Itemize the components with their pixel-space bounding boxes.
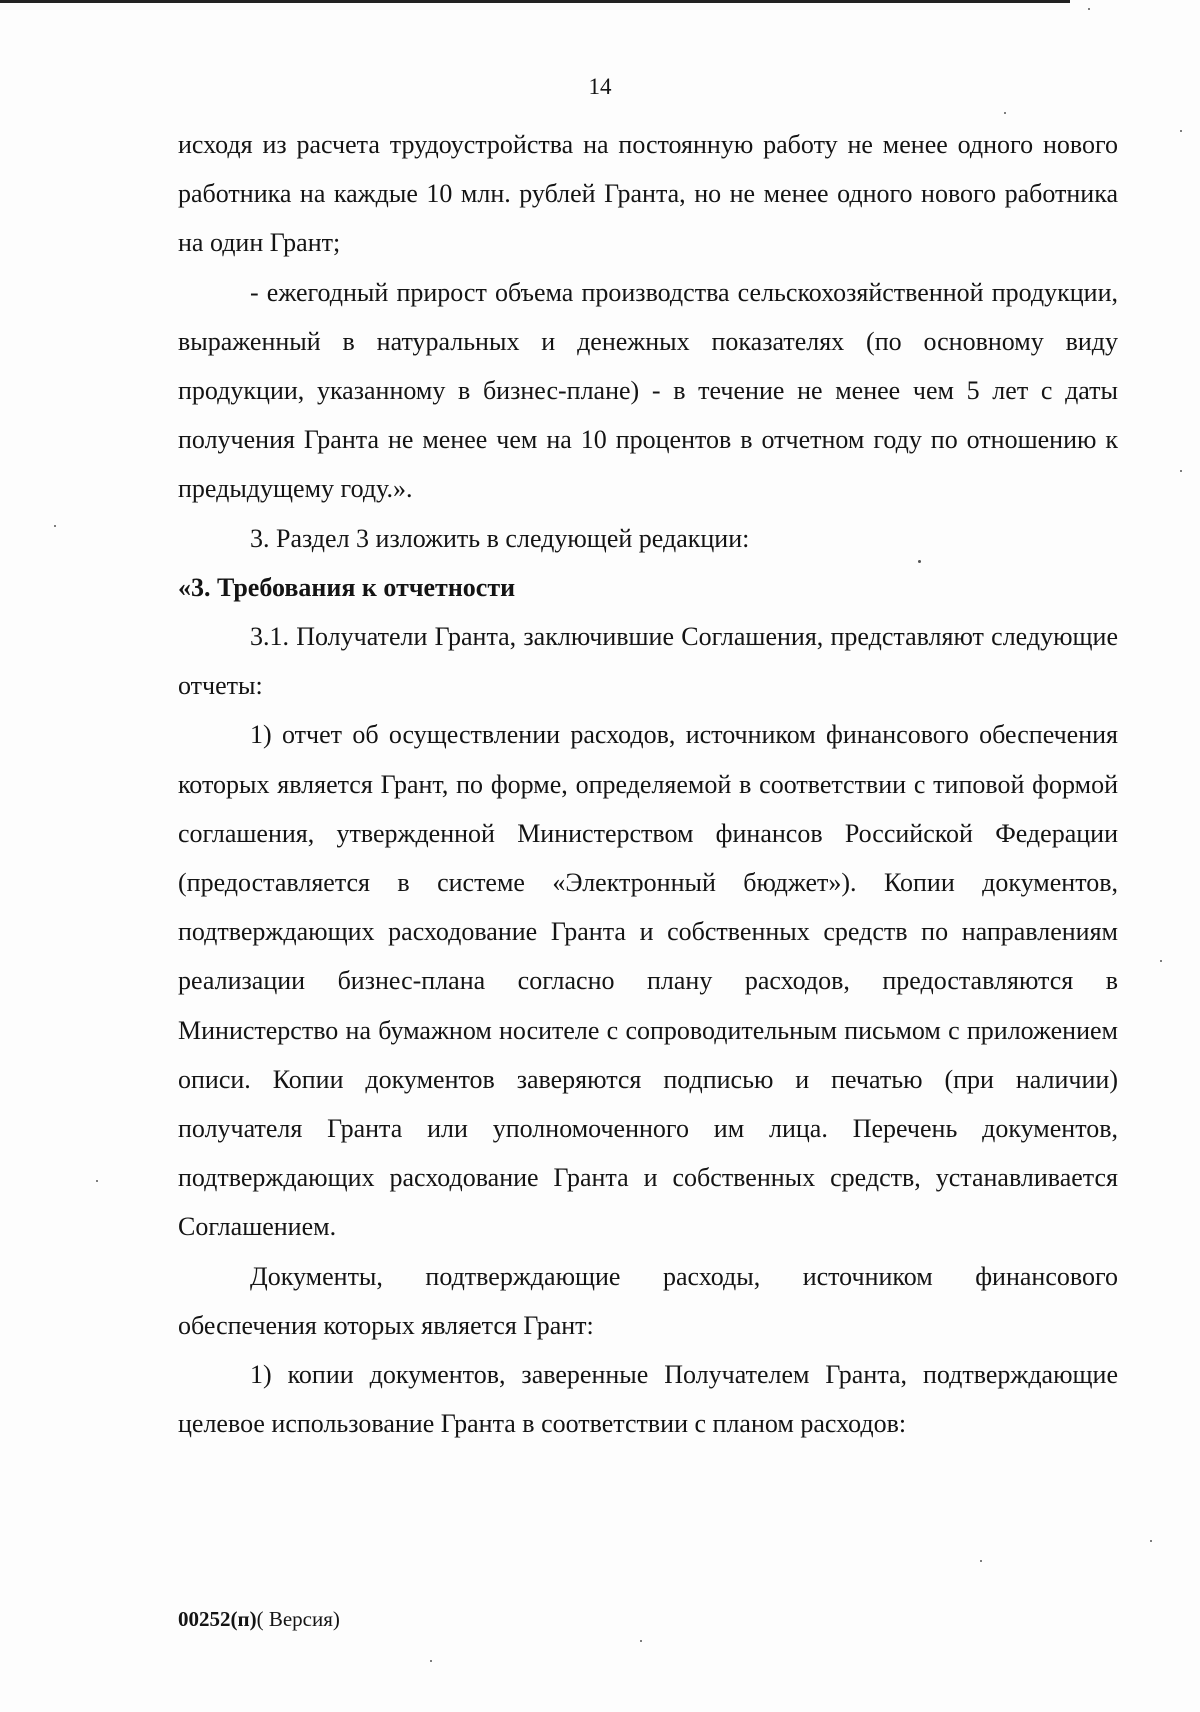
scan-speck [1180, 470, 1182, 472]
scan-top-edge [0, 0, 1070, 3]
scan-speck [54, 525, 56, 527]
scan-speck [430, 1660, 432, 1662]
paragraph-growth-requirement: - ежегодный прирост объема производства сельскохозяйственной продукции, выраженный в натуральных и денежных показателях (по основному виду продукции, указанному в бизнес-плане) - в течение не менее чем 5 лет с даты получения Гранта не менее чем на 10 процентов в отчетном году по отношению к предыдущему году.». [178, 277, 1118, 504]
scan-speck [1160, 960, 1162, 962]
scan-speck [1088, 8, 1090, 10]
document-body [178, 120, 1118, 1448]
paragraph-3-1: 3.1. Получатели Гранта, заключившие Соглашения, представляют следующие отчеты: [178, 622, 1118, 701]
scan-speck [918, 560, 921, 563]
scan-speck [1150, 1540, 1152, 1542]
document-version-label: ( Версия) [256, 1607, 340, 1631]
section-heading: «3. Требования к отчетности [178, 572, 516, 602]
scan-speck [980, 1560, 982, 1562]
scan-speck [1180, 130, 1182, 132]
scan-speck [640, 1640, 642, 1642]
document-footer [178, 1605, 340, 1633]
scan-speck [1004, 112, 1006, 114]
paragraph-section-amendment: 3. Раздел 3 изложить в следующей редакции: [250, 523, 750, 553]
document-code: 00252(п) [178, 1607, 257, 1631]
paragraph-documents-intro: Документы, подтверждающие расходы, источником финансового обеспечения которых является Грант: [178, 1261, 1118, 1340]
paragraph-documents-item-1: 1) копии документов, заверенные Получателем Гранта, подтверждающие целевое использование Гранта в соответствии с планом расходов: [178, 1360, 1118, 1439]
paragraph-report-item-1: 1) отчет об осуществлении расходов, источником финансового обеспечения которых является Грант, по форме, определяемой в соответствии с типовой формой соглашения, утвержденной Министерством финансов Российской Федерации (предоставляется в системе «Электронный бюджет»). Копии документов, подтверждающих расходование Гранта и собственных средств по направлениям реализации бизнес-плана согласно плану расходов, предоставляются в Министерство на бумажном носителе с сопроводительным письмом с приложением описи. Копии документов заверяются подписью и печатью (при наличии) получателя Гранта или уполномоченного им лица. Перечень документов, подтверждающих расходование Гранта и собственных средств, устанавливается Соглашением. [178, 720, 1118, 1242]
page-number: 14 [588, 74, 612, 99]
paragraph-continuation: исходя из расчета трудоустройства на постоянную работу не менее одного нового работника на каждые 10 млн. рублей Гранта, но не менее одного нового работника на один Грант; [178, 130, 1118, 258]
scan-speck [96, 1180, 98, 1182]
